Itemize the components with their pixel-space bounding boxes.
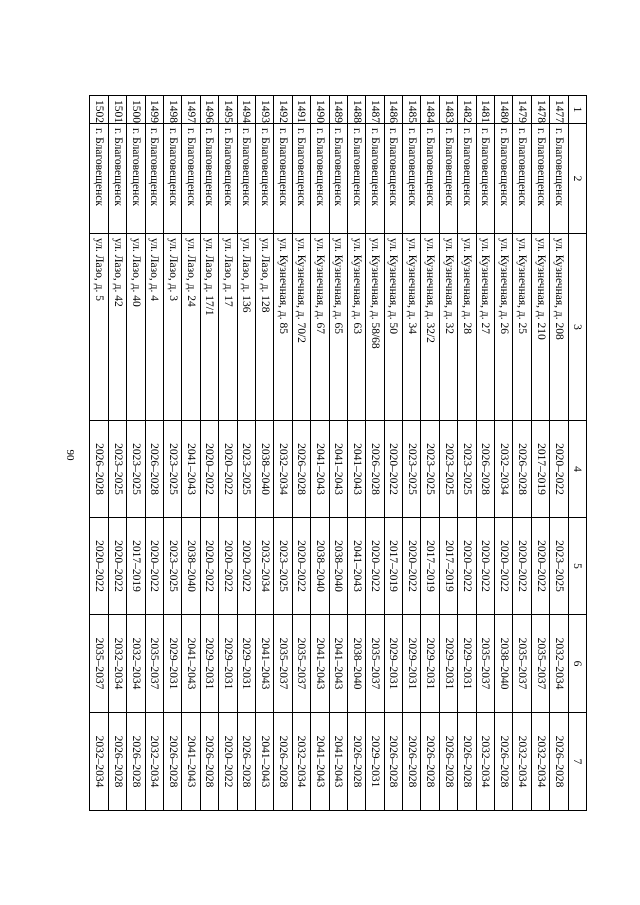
table-cell: г. Благовещенск bbox=[237, 124, 255, 234]
table-cell: 2038–2040 bbox=[495, 615, 513, 713]
table-cell: ул. Кузнечная, д. 32/2 bbox=[421, 234, 439, 421]
table-cell: 2026–2028 bbox=[145, 421, 163, 518]
table-cell: г. Благовещенск bbox=[108, 124, 126, 234]
table-cell: 2029–2031 bbox=[421, 615, 439, 713]
table-row bbox=[145, 96, 163, 811]
table-cell: 2038–2040 bbox=[329, 518, 347, 615]
table-cell: 2020–2022 bbox=[237, 518, 255, 615]
table-cell: 2029–2031 bbox=[164, 615, 182, 713]
table-cell: 2026–2028 bbox=[421, 713, 439, 811]
table-cell: ул. Кузнечная, д. 27 bbox=[476, 234, 494, 421]
header-cell: 2 bbox=[568, 124, 586, 234]
table-row bbox=[90, 96, 108, 811]
table-cell: 2032–2034 bbox=[145, 713, 163, 811]
table-cell: 2035–2037 bbox=[90, 615, 108, 713]
table-cell: 2017–2019 bbox=[384, 518, 402, 615]
table-cell: 2029–2031 bbox=[366, 713, 384, 811]
table-cell: 2041–2043 bbox=[255, 615, 273, 713]
table-cell: 2035–2037 bbox=[513, 615, 531, 713]
table-cell: 2020–2022 bbox=[292, 518, 310, 615]
table-row bbox=[127, 96, 145, 811]
table-body bbox=[90, 96, 568, 811]
table-cell: 2026–2028 bbox=[495, 713, 513, 811]
table-cell: 2026–2028 bbox=[274, 713, 292, 811]
table-cell: 2029–2031 bbox=[219, 615, 237, 713]
header-cell: 6 bbox=[568, 615, 586, 713]
table-cell: 1482 bbox=[458, 96, 476, 124]
table-cell: 1478 bbox=[531, 96, 549, 124]
table-cell: 2017–2019 bbox=[531, 421, 549, 518]
table-cell: 2020–2022 bbox=[403, 518, 421, 615]
table-cell: 1480 bbox=[495, 96, 513, 124]
table-cell: ул. Лазо, д. 3 bbox=[164, 234, 182, 421]
table-cell: 2020–2022 bbox=[108, 518, 126, 615]
schedule-table bbox=[89, 95, 587, 811]
table-cell: 2035–2037 bbox=[145, 615, 163, 713]
table-cell: 1489 bbox=[329, 96, 347, 124]
table-cell: 2023–2025 bbox=[421, 421, 439, 518]
table-cell: 1492 bbox=[274, 96, 292, 124]
table-cell: 2020–2022 bbox=[200, 421, 218, 518]
rotated-table-frame bbox=[93, 95, 587, 810]
table-cell: 2026–2028 bbox=[439, 713, 457, 811]
table-row bbox=[403, 96, 421, 811]
table-cell: г. Благовещенск bbox=[219, 124, 237, 234]
table-cell: 2032–2034 bbox=[495, 421, 513, 518]
table-cell: 2041–2043 bbox=[347, 421, 365, 518]
table-cell: 2041–2043 bbox=[255, 713, 273, 811]
rotated-table-container bbox=[93, 95, 587, 810]
table-cell: 2023–2025 bbox=[458, 421, 476, 518]
table-cell: 2020–2022 bbox=[200, 518, 218, 615]
table-cell: ул. Кузнечная, д. 25 bbox=[513, 234, 531, 421]
table-cell: 1479 bbox=[513, 96, 531, 124]
table-cell: 1477 bbox=[550, 96, 568, 124]
table-cell: 2035–2037 bbox=[366, 615, 384, 713]
table-cell: 2023–2025 bbox=[403, 421, 421, 518]
table-cell: 2026–2028 bbox=[347, 713, 365, 811]
table-cell: 2032–2034 bbox=[127, 615, 145, 713]
table-cell: ул. Лазо, д. 42 bbox=[108, 234, 126, 421]
table-cell: 2029–2031 bbox=[439, 615, 457, 713]
table-cell: 1484 bbox=[421, 96, 439, 124]
table-cell: 2026–2028 bbox=[237, 713, 255, 811]
table-cell: 2023–2025 bbox=[274, 518, 292, 615]
table-cell: 1487 bbox=[366, 96, 384, 124]
table-cell: 1483 bbox=[439, 96, 457, 124]
table-cell: г. Благовещенск bbox=[403, 124, 421, 234]
table-row bbox=[347, 96, 365, 811]
table-cell: 2029–2031 bbox=[403, 615, 421, 713]
table-cell: 1500 bbox=[127, 96, 145, 124]
table-row bbox=[366, 96, 384, 811]
table-cell: 2032–2034 bbox=[90, 713, 108, 811]
table-cell: г. Благовещенск bbox=[366, 124, 384, 234]
table-cell: ул. Кузнечная, д. 50 bbox=[384, 234, 402, 421]
table-cell: 2017–2019 bbox=[127, 518, 145, 615]
table-cell: г. Благовещенск bbox=[127, 124, 145, 234]
table-row bbox=[384, 96, 402, 811]
table-cell: 2020–2022 bbox=[219, 713, 237, 811]
table-cell: 1491 bbox=[292, 96, 310, 124]
table-cell: 2020–2022 bbox=[550, 421, 568, 518]
table-cell: 2035–2037 bbox=[292, 615, 310, 713]
table-cell: ул. Кузнечная, д. 63 bbox=[347, 234, 365, 421]
table-cell: 2038–2040 bbox=[255, 421, 273, 518]
table-row bbox=[329, 96, 347, 811]
table-cell: 1497 bbox=[182, 96, 200, 124]
table-cell: 2026–2028 bbox=[513, 421, 531, 518]
table-cell: 2035–2037 bbox=[531, 615, 549, 713]
table-cell: г. Благовещенск bbox=[145, 124, 163, 234]
table-cell: 1488 bbox=[347, 96, 365, 124]
table-cell: 2035–2037 bbox=[274, 615, 292, 713]
table-cell: 2023–2025 bbox=[550, 518, 568, 615]
table-cell: ул. Кузнечная, д. 58/68 bbox=[366, 234, 384, 421]
table-cell: ул. Кузнечная, д. 210 bbox=[531, 234, 549, 421]
header-cell: 3 bbox=[568, 234, 586, 421]
table-cell: 2041–2043 bbox=[182, 713, 200, 811]
table-cell: 2020–2022 bbox=[495, 518, 513, 615]
header-cell: 5 bbox=[568, 518, 586, 615]
table-cell: 2020–2022 bbox=[384, 421, 402, 518]
table-cell: 1486 bbox=[384, 96, 402, 124]
table-cell: 2017–2019 bbox=[439, 518, 457, 615]
table-cell: г. Благовещенск bbox=[182, 124, 200, 234]
table-cell: 2023–2025 bbox=[108, 421, 126, 518]
table-cell: 2029–2031 bbox=[237, 615, 255, 713]
table-cell: г. Благовещенск bbox=[90, 124, 108, 234]
table-cell: 1493 bbox=[255, 96, 273, 124]
table-row bbox=[182, 96, 200, 811]
table-cell: 2020–2022 bbox=[476, 518, 494, 615]
table-cell: 2041–2043 bbox=[311, 713, 329, 811]
table-cell: 2032–2034 bbox=[550, 615, 568, 713]
table-cell: 1501 bbox=[108, 96, 126, 124]
table-cell: 2023–2025 bbox=[127, 421, 145, 518]
table-cell: 2032–2034 bbox=[255, 518, 273, 615]
table-cell: ул. Лазо, д. 17/1 bbox=[200, 234, 218, 421]
table-cell: 2026–2028 bbox=[108, 713, 126, 811]
table-cell: 2026–2028 bbox=[127, 713, 145, 811]
table-cell: ул. Лазо, д. 136 bbox=[237, 234, 255, 421]
table-cell: 2029–2031 bbox=[200, 615, 218, 713]
table-cell: 2038–2040 bbox=[311, 518, 329, 615]
table-row bbox=[495, 96, 513, 811]
table-cell: г. Благовещенск bbox=[164, 124, 182, 234]
table-cell: г. Благовещенск bbox=[495, 124, 513, 234]
table-cell: 2032–2034 bbox=[531, 713, 549, 811]
table-cell: ул. Кузнечная, д. 26 bbox=[495, 234, 513, 421]
table-cell: 2023–2025 bbox=[164, 518, 182, 615]
table-cell: 2020–2022 bbox=[458, 518, 476, 615]
table-cell: 1495 bbox=[219, 96, 237, 124]
table-row bbox=[513, 96, 531, 811]
table-cell: 2041–2043 bbox=[329, 421, 347, 518]
header-cell: 7 bbox=[568, 713, 586, 811]
table-cell: 2020–2022 bbox=[513, 518, 531, 615]
header-cell: 1 bbox=[568, 96, 586, 124]
table-cell: ул. Кузнечная, д. 34 bbox=[403, 234, 421, 421]
table-cell: ул. Кузнечная, д. 208 bbox=[550, 234, 568, 421]
table-cell: 2023–2025 bbox=[164, 421, 182, 518]
table-cell: г. Благовещенск bbox=[421, 124, 439, 234]
table-cell: г. Благовещенск bbox=[550, 124, 568, 234]
table-cell: 2041–2043 bbox=[347, 518, 365, 615]
table-cell: 2026–2028 bbox=[366, 421, 384, 518]
table-row bbox=[550, 96, 568, 811]
table-cell: 2041–2043 bbox=[311, 615, 329, 713]
table-cell: г. Благовещенск bbox=[439, 124, 457, 234]
table-cell: ул. Лазо, д. 4 bbox=[145, 234, 163, 421]
table-row bbox=[200, 96, 218, 811]
table-row bbox=[311, 96, 329, 811]
table-cell: ул. Лазо, д. 17 bbox=[219, 234, 237, 421]
table-cell: 1494 bbox=[237, 96, 255, 124]
page-number: 90 bbox=[64, 449, 76, 461]
table-row bbox=[108, 96, 126, 811]
table-cell: 1502 bbox=[90, 96, 108, 124]
table-cell: 2032–2034 bbox=[274, 421, 292, 518]
table-cell: г. Благовещенск bbox=[255, 124, 273, 234]
table-cell: 2026–2028 bbox=[200, 713, 218, 811]
table-cell: 1481 bbox=[476, 96, 494, 124]
table-cell: г. Благовещенск bbox=[476, 124, 494, 234]
table-cell: 1485 bbox=[403, 96, 421, 124]
table-cell: г. Благовещенск bbox=[458, 124, 476, 234]
table-cell: 2017–2019 bbox=[421, 518, 439, 615]
table-row bbox=[292, 96, 310, 811]
table-cell: 2026–2028 bbox=[90, 421, 108, 518]
table-cell: 2032–2034 bbox=[292, 713, 310, 811]
table-cell: 2041–2043 bbox=[311, 421, 329, 518]
table-cell: ул. Кузнечная, д. 32 bbox=[439, 234, 457, 421]
table-row bbox=[421, 96, 439, 811]
table-cell: ул. Лазо, д. 40 bbox=[127, 234, 145, 421]
table-cell: 2023–2025 bbox=[237, 421, 255, 518]
table-cell: 2020–2022 bbox=[531, 518, 549, 615]
table-row bbox=[274, 96, 292, 811]
table-cell: 2032–2034 bbox=[513, 713, 531, 811]
table-cell: ул. Лазо, д. 5 bbox=[90, 234, 108, 421]
table-cell: г. Благовещенск bbox=[274, 124, 292, 234]
table-cell: г. Благовещенск bbox=[200, 124, 218, 234]
table-cell: 2020–2022 bbox=[366, 518, 384, 615]
table-cell: 2029–2031 bbox=[458, 615, 476, 713]
table-cell: 2020–2022 bbox=[90, 518, 108, 615]
table-cell: 1490 bbox=[311, 96, 329, 124]
table-cell: ул. Кузнечная, д. 28 bbox=[458, 234, 476, 421]
table-cell: 2026–2028 bbox=[550, 713, 568, 811]
table-cell: 1499 bbox=[145, 96, 163, 124]
table-cell: 2041–2043 bbox=[182, 615, 200, 713]
table-cell: г. Благовещенск bbox=[347, 124, 365, 234]
table-cell: 2026–2028 bbox=[403, 713, 421, 811]
table-cell: 2035–2037 bbox=[476, 615, 494, 713]
table-cell: ул. Лазо, д. 24 bbox=[182, 234, 200, 421]
table-cell: 2020–2022 bbox=[219, 518, 237, 615]
table-cell: 2020–2022 bbox=[219, 421, 237, 518]
table-cell: 2026–2028 bbox=[164, 713, 182, 811]
table-cell: 2038–2040 bbox=[347, 615, 365, 713]
table-cell: 2041–2043 bbox=[329, 615, 347, 713]
table-cell: 2029–2031 bbox=[384, 615, 402, 713]
table-cell: ул. Лазо, д. 128 bbox=[255, 234, 273, 421]
table-cell: 2026–2028 bbox=[476, 421, 494, 518]
table-cell: 2038–2040 bbox=[182, 518, 200, 615]
table-cell: ул. Кузнечная, д. 70/2 bbox=[292, 234, 310, 421]
table-cell: ул. Кузнечная, д. 85 bbox=[274, 234, 292, 421]
table-cell: 2023–2025 bbox=[439, 421, 457, 518]
table-row bbox=[164, 96, 182, 811]
table-header-row bbox=[568, 96, 586, 811]
table-cell: г. Благовещенск bbox=[311, 124, 329, 234]
table-cell: г. Благовещенск bbox=[292, 124, 310, 234]
table-row bbox=[219, 96, 237, 811]
table-row bbox=[476, 96, 494, 811]
table-cell: 1498 bbox=[164, 96, 182, 124]
table-cell: ул. Кузнечная, д. 67 bbox=[311, 234, 329, 421]
table-cell: г. Благовещенск bbox=[384, 124, 402, 234]
table-row bbox=[458, 96, 476, 811]
table-cell: г. Благовещенск bbox=[329, 124, 347, 234]
table-cell: 2026–2028 bbox=[292, 421, 310, 518]
table-cell: 2020–2022 bbox=[145, 518, 163, 615]
table-cell: 2032–2034 bbox=[108, 615, 126, 713]
table-row bbox=[531, 96, 549, 811]
table-row bbox=[439, 96, 457, 811]
table-cell: 2026–2028 bbox=[384, 713, 402, 811]
table-cell: ул. Кузнечная, д. 65 bbox=[329, 234, 347, 421]
table-cell: 2032–2034 bbox=[476, 713, 494, 811]
table-row bbox=[237, 96, 255, 811]
table-cell: 2041–2043 bbox=[182, 421, 200, 518]
table-cell: 1496 bbox=[200, 96, 218, 124]
table-cell: г. Благовещенск bbox=[531, 124, 549, 234]
table-cell: г. Благовещенск bbox=[513, 124, 531, 234]
header-cell: 4 bbox=[568, 421, 586, 518]
table-cell: 2041–2043 bbox=[329, 713, 347, 811]
table-row bbox=[255, 96, 273, 811]
table-cell: 2026–2028 bbox=[458, 713, 476, 811]
